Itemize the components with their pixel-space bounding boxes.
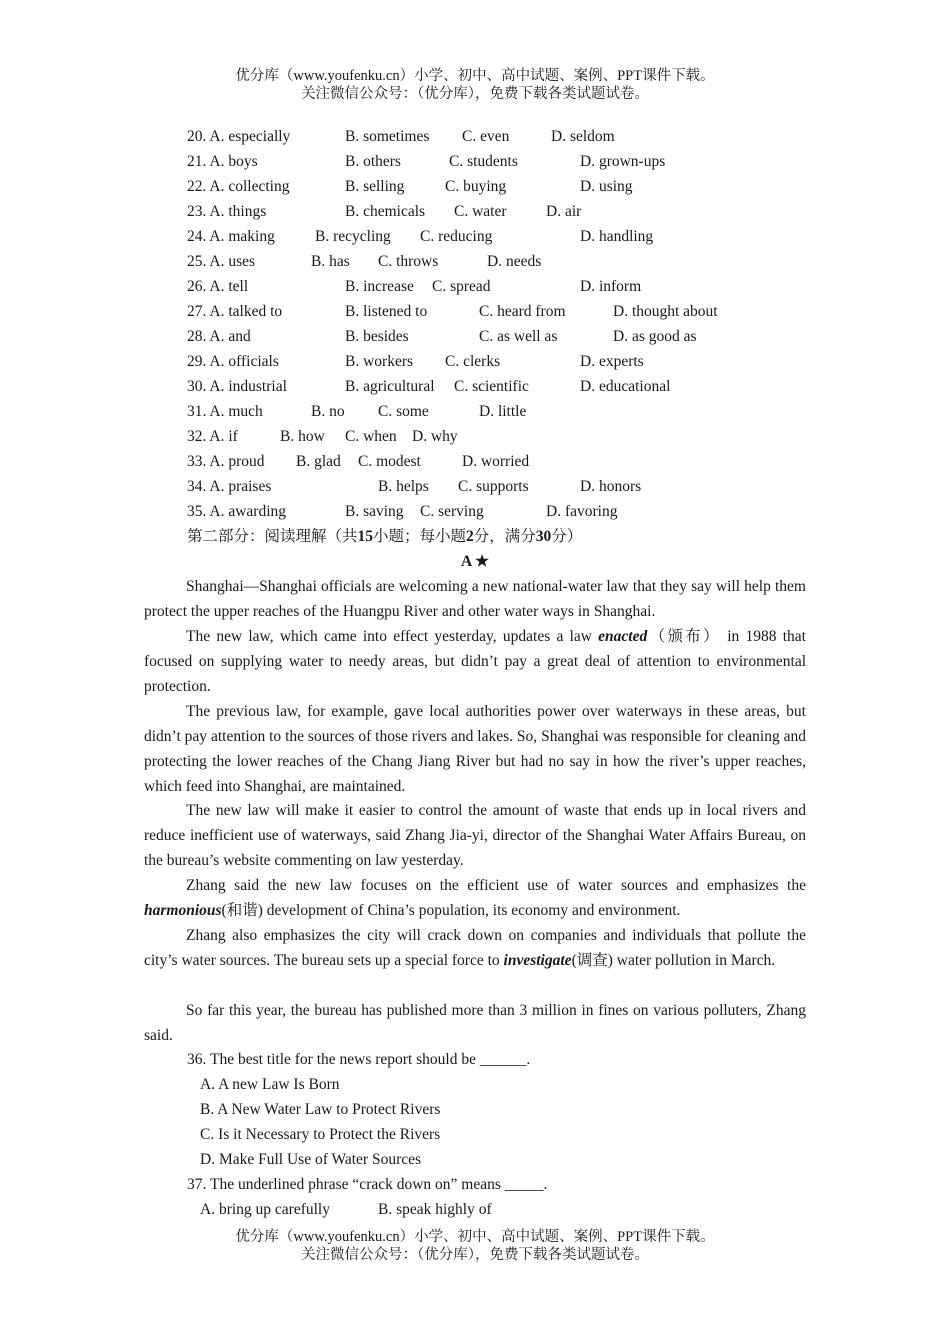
page-footer	[0, 1228, 950, 1264]
keyword-harmonious: harmonious	[144, 902, 222, 919]
option-27-b: B. listened to	[345, 303, 428, 320]
option-24-b: B. recycling	[315, 228, 391, 245]
gloss-harmonious: (和谐)	[221, 902, 263, 919]
section-points: 2	[466, 528, 474, 545]
section-mid2: 分，满分	[473, 528, 536, 545]
paragraph-1	[144, 574, 806, 624]
question-37-option-b: B. speak highly of	[378, 1201, 492, 1218]
question-36-option-d: D. Make Full Use of Water Sources	[200, 1151, 422, 1168]
passage-title: A ★	[460, 553, 490, 570]
option-30-a: 30. A. industrial	[187, 378, 287, 395]
paragraph-4	[144, 798, 806, 873]
option-34-a: 34. A. praises	[187, 478, 272, 495]
section-mid: 小题；每小题	[373, 528, 467, 545]
option-26-c: C. spread	[432, 278, 491, 295]
option-20-c: C. even	[462, 128, 510, 145]
option-27-d: D. thought about	[613, 303, 718, 320]
option-21-b: B. others	[345, 153, 401, 170]
option-23-a: 23. A. things	[187, 203, 267, 220]
option-34-b: B. helps	[378, 478, 429, 495]
header-line-2: 关注微信公众号：（优分库），免费下载各类试题试卷。	[301, 86, 649, 102]
option-33-a: 33. A. proud	[187, 453, 265, 470]
keyword-enacted: enacted	[598, 628, 648, 645]
option-24-d: D. handling	[580, 228, 654, 245]
question-36-option-c: C. Is it Necessary to Protect the Rivers	[200, 1126, 441, 1143]
option-32-a: 32. A. if	[187, 428, 238, 445]
option-31-c: C. some	[378, 403, 429, 420]
option-30-d: D. educational	[580, 378, 671, 395]
option-28-d: D. as good as	[613, 328, 697, 345]
paragraph-5-text-b: development of China’s population, its economy and environment.	[262, 902, 681, 919]
page-header	[0, 67, 950, 103]
option-34-c: C. supports	[458, 478, 529, 495]
option-28-a: 28. A. and	[187, 328, 251, 345]
option-35-c: C. serving	[420, 503, 484, 520]
paragraph-7-text: So far this year, the bureau has published more than 3 million in fines on various polluters, Zhang said.	[144, 1002, 806, 1044]
option-24-a: 24. A. making	[187, 228, 275, 245]
option-33-b: B. glad	[296, 453, 341, 470]
option-26-a: 26. A. tell	[187, 278, 249, 295]
option-31-b: B. no	[311, 403, 345, 420]
paragraph-1-text: Shanghai—Shanghai officials are welcoming a new national-water law that they say will help them protect the upper reaches of the Huangpu River and other water ways in Shanghai.	[144, 578, 806, 620]
option-29-a: 29. A. officials	[187, 353, 279, 370]
question-37-option-a: A. bring up carefully	[200, 1201, 330, 1218]
option-25-d: D. needs	[487, 253, 542, 270]
question-37: 37. The underlined phrase “crack down on” means _____.	[187, 1176, 548, 1193]
option-28-c: C. as well as	[479, 328, 558, 345]
option-27-a: 27. A. talked to	[187, 303, 283, 320]
option-22-d: D. using	[580, 178, 633, 195]
option-35-a: 35. A. awarding	[187, 503, 287, 520]
keyword-investigate: investigate	[503, 952, 572, 969]
question-36-option-b: B. A New Water Law to Protect Rivers	[200, 1101, 441, 1118]
option-26-b: B. increase	[345, 278, 414, 295]
footer-line-1: 优分库（www.youfenku.cn）小学、初中、高中试题、案例、PPT课件下载。	[235, 1229, 715, 1245]
paragraph-6-text-a: Zhang also emphasizes the city will crack down on companies and individuals that pollute the city’s water sources. The bureau sets up a special force to	[144, 927, 806, 969]
paragraph-4-text: The new law will make it easier to control the amount of waste that ends up in local rivers and reduce inefficient use of waterways, said Zhang Jia-yi, director of the Shanghai Water Affairs Bureau, on the bureau’s website commenting on law yesterday.	[144, 802, 806, 869]
option-24-c: C. reducing	[420, 228, 493, 245]
section-suffix: 分）	[551, 528, 583, 545]
option-35-b: B. saving	[345, 503, 404, 520]
paragraph-2	[144, 624, 806, 699]
option-29-c: C. clerks	[445, 353, 501, 370]
option-32-b: B. how	[280, 428, 325, 445]
option-20-d: D. seldom	[551, 128, 615, 145]
option-22-c: C. buying	[445, 178, 507, 195]
option-28-b: B. besides	[345, 328, 409, 345]
paragraph-5	[144, 873, 806, 923]
option-27-c: C. heard from	[479, 303, 566, 320]
option-25-c: C. throws	[378, 253, 439, 270]
gloss-enacted: （颁布）	[647, 628, 721, 645]
option-21-a: 21. A. boys	[187, 153, 258, 170]
option-23-d: D. air	[546, 203, 582, 220]
section-total: 30	[535, 528, 552, 545]
option-29-b: B. workers	[345, 353, 414, 370]
option-26-d: D. inform	[580, 278, 642, 295]
option-25-a: 25. A. uses	[187, 253, 256, 270]
section-heading	[187, 524, 582, 549]
option-33-d: D. worried	[462, 453, 530, 470]
paragraph-6	[144, 923, 806, 973]
paragraph-3-text: The previous law, for example, gave local authorities power over waterways in these areas, but didn’t pay attention to the sources of those rivers and lakes. So, Shanghai was responsible for cleaning and protecting the lower reaches of the Chang Jiang River but had no say in how the river’s upper reaches, which feed into Shanghai, are maintained.	[144, 703, 806, 795]
option-31-a: 31. A. much	[187, 403, 263, 420]
option-30-b: B. agricultural	[345, 378, 435, 395]
footer-line-2: 关注微信公众号：（优分库），免费下载各类试题试卷。	[301, 1247, 649, 1263]
option-23-c: C. water	[454, 203, 507, 220]
option-35-d: D. favoring	[546, 503, 618, 520]
option-20-a: 20. A. especially	[187, 128, 291, 145]
paragraph-2-text-b: in 1988 that focused on supplying water to needy areas, but didn’t pay a great deal of attention to environmental protection.	[144, 628, 806, 695]
option-21-c: C. students	[449, 153, 518, 170]
section-count: 15	[357, 528, 374, 545]
section-prefix: 第二部分：阅读理解（共	[187, 528, 358, 545]
option-32-c: C. when	[345, 428, 397, 445]
option-23-b: B. chemicals	[345, 203, 426, 220]
paragraph-5-text-a: Zhang said the new law focuses on the efficient use of water sources and emphasizes the	[186, 877, 806, 894]
option-22-b: B. selling	[345, 178, 405, 195]
header-line-1: 优分库（www.youfenku.cn）小学、初中、高中试题、案例、PPT课件下载。	[235, 68, 715, 84]
paragraph-2-text-a: The new law, which came into effect yesterday, updates a law	[186, 628, 599, 645]
option-21-d: D. grown-ups	[580, 153, 666, 170]
option-33-c: C. modest	[358, 453, 421, 470]
question-36: 36. The best title for the news report should be ______.	[187, 1051, 531, 1068]
option-25-b: B. has	[311, 253, 350, 270]
paragraph-6-text-b: water pollution in March.	[612, 952, 776, 969]
paragraph-3	[144, 699, 806, 799]
option-32-d: D. why	[412, 428, 458, 445]
gloss-investigate: (调查)	[571, 952, 613, 969]
option-22-a: 22. A. collecting	[187, 178, 290, 195]
option-30-c: C. scientific	[454, 378, 529, 395]
option-20-b: B. sometimes	[345, 128, 430, 145]
option-34-d: D. honors	[580, 478, 642, 495]
paragraph-7	[144, 998, 806, 1048]
option-29-d: D. experts	[580, 353, 644, 370]
option-31-d: D. little	[479, 403, 527, 420]
question-36-option-a: A. A new Law Is Born	[200, 1076, 340, 1093]
